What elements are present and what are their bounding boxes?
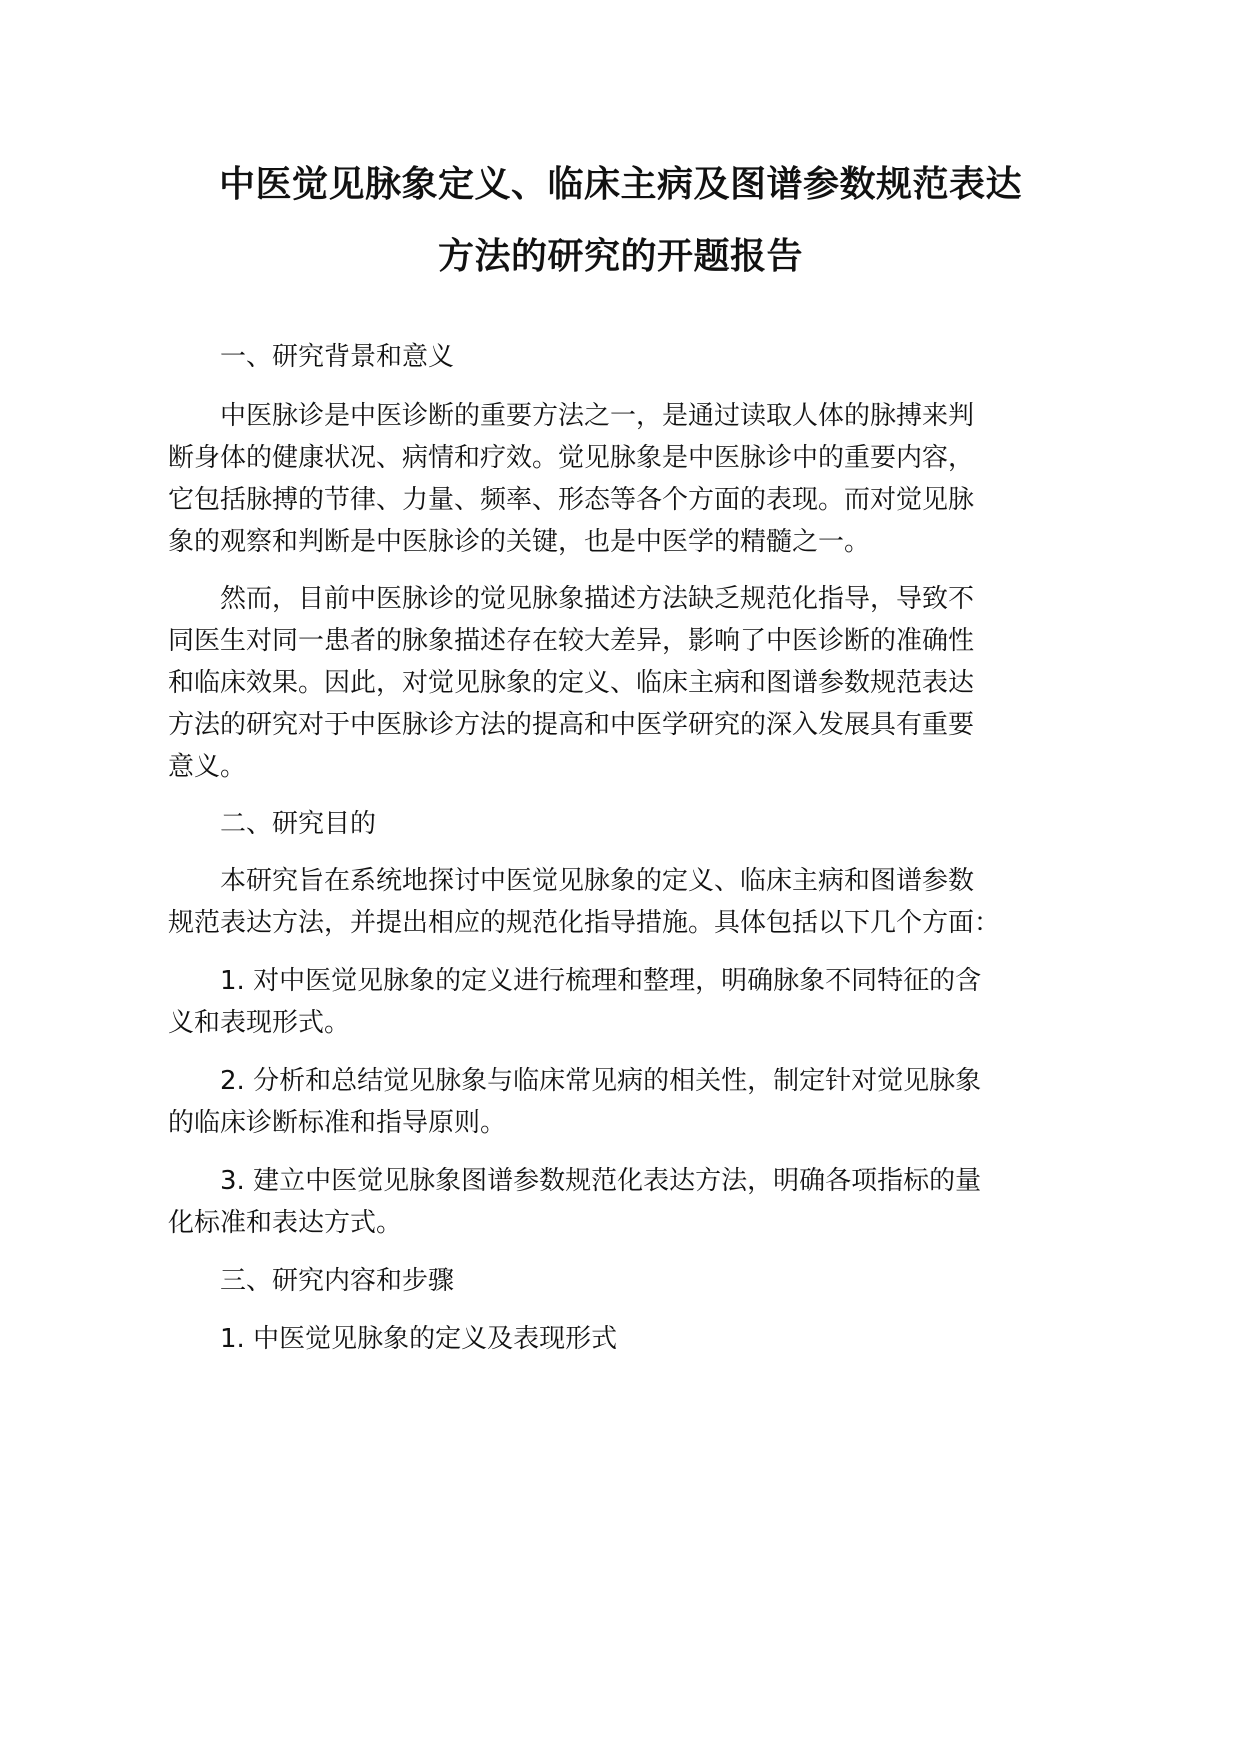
document-title-line-2: 方法的研究的开题报告 bbox=[437, 236, 803, 277]
paragraph-line: 然而，目前中医脉诊的觉见脉象描述方法缺乏规范化指导，导致不 bbox=[220, 584, 975, 614]
paragraph-line: 它包括脉搏的节律、力量、频率、形态等各个方面的表现。而对觉见脉 bbox=[168, 485, 975, 515]
list-item-line: 义和表现形式。 bbox=[168, 1008, 351, 1038]
paragraph-line: 本研究旨在系统地探讨中医觉见脉象的定义、临床主病和图谱参数 bbox=[220, 866, 975, 896]
paragraph-line: 断身体的健康状况、病情和疗效。觉见脉象是中医脉诊中的重要内容， bbox=[168, 443, 975, 473]
section-heading-purpose: 二、研究目的 bbox=[220, 809, 377, 839]
list-item-line: 化标准和表达方式。 bbox=[168, 1208, 403, 1238]
list-item-line: 的临床诊断标准和指导原则。 bbox=[168, 1108, 507, 1138]
list-item-line: 3. 建立中医觉见脉象图谱参数规范化表达方法，明确各项指标的量 bbox=[220, 1166, 982, 1196]
list-item-line: 1. 对中医觉见脉象的定义进行梳理和整理，明确脉象不同特征的含 bbox=[220, 966, 982, 996]
paragraph-line: 同医生对同一患者的脉象描述存在较大差异，影响了中医诊断的准确性 bbox=[168, 626, 975, 656]
subsection-heading: 1. 中医觉见脉象的定义及表现形式 bbox=[220, 1324, 618, 1354]
paragraph-line: 方法的研究对于中医脉诊方法的提高和中医学研究的深入发展具有重要 bbox=[168, 710, 975, 740]
paragraph-line: 意义。 bbox=[168, 752, 247, 782]
document-title-line-1: 中医觉见脉象定义、临床主病及图谱参数规范表达 bbox=[218, 164, 1022, 205]
paragraph-line: 中医脉诊是中医诊断的重要方法之一，是通过读取人体的脉搏来判 bbox=[220, 401, 975, 431]
paragraph-line: 和临床效果。因此，对觉见脉象的定义、临床主病和图谱参数规范表达 bbox=[168, 668, 975, 698]
list-item-line: 2. 分析和总结觉见脉象与临床常见病的相关性，制定针对觉见脉象 bbox=[220, 1066, 982, 1096]
section-heading-background: 一、研究背景和意义 bbox=[220, 342, 455, 372]
section-heading-content-steps: 三、研究内容和步骤 bbox=[220, 1266, 455, 1296]
paragraph-line: 象的观察和判断是中医脉诊的关键，也是中医学的精髓之一。 bbox=[168, 527, 871, 557]
paragraph-line: 规范表达方法，并提出相应的规范化指导措施。具体包括以下几个方面： bbox=[168, 908, 1001, 938]
